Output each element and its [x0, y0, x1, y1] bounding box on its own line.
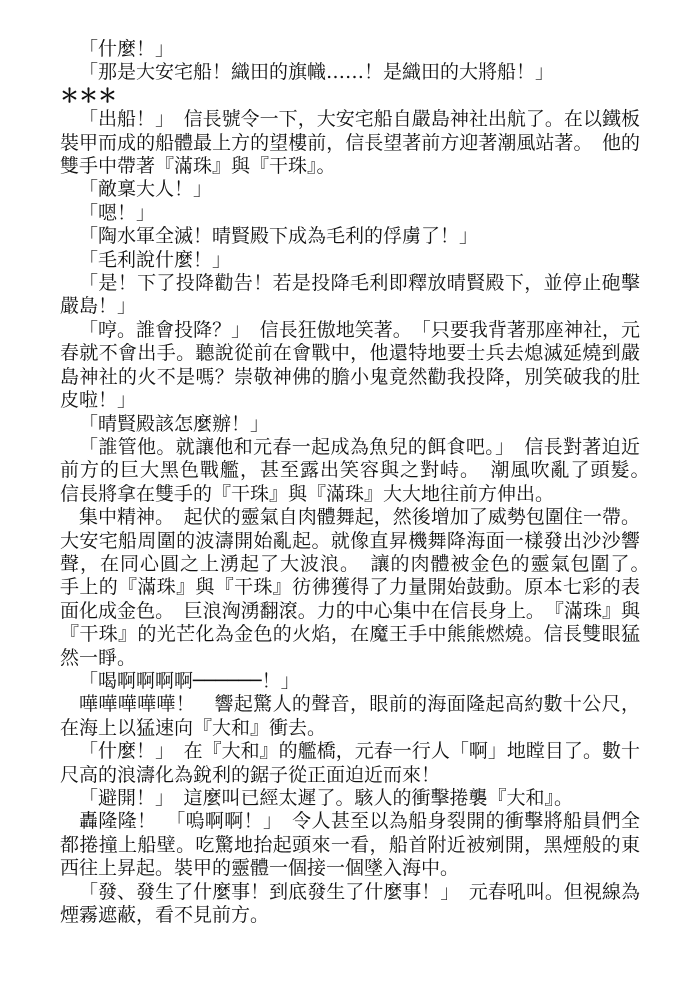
paragraph: 「什麼！」	[79, 38, 175, 60]
paragraph: 「晴賢殿該怎麼辦！」	[79, 412, 270, 435]
paragraph: 「毛利說什麼！」	[79, 248, 232, 271]
document-page	[60, 38, 660, 927]
paragraph: 轟隆隆！ 「嗚啊啊！」 令人甚至以為船身裂開的衝擊將船員們全都捲撞上船壁。吃驚地抬起頭來一看，船首附近被剜開，黑煙般的東西往上昇起。裝甲的靈體一個接一個墜入海中。	[60, 810, 640, 880]
paragraph: 「是！下了投降勸告！若是投降毛利即釋放晴賢殿下，並停止砲擊嚴島！」	[60, 272, 640, 318]
paragraph: 集中精神。 起伏的靈氣自肉體舞起，然後增加了威勢包圍住一帶。大安宅船周圍的波濤開始亂起。就像直昇機舞降海面一樣發出沙沙響聲，在同心圓之上湧起了大波浪。 讓的肉體被金色的靈氣包圍了。 手上的『滿珠』與『干珠』彷彿獲得了力量開始鼓動。原本七彩的表面化成金色。 巨浪洶湧翻滾。力的中心集中在信長身上。 『滿珠』與『干珠』的光芒化為金色的火焰，在魔王手中熊熊燃燒。信長雙眼猛然一睜。	[60, 506, 660, 669]
paragraph: 「發、發生了什麼事！到底發生了什麼事！」 元春吼叫。但視線為煙霧遮蔽，看不見前方。	[60, 880, 640, 927]
section-separator: ＊＊＊	[60, 84, 118, 107]
paragraph: 「敵稟大人！」	[79, 178, 213, 201]
paragraph: 嘩嘩嘩嘩嘩！ 響起驚人的聲音，眼前的海面隆起高約數十公尺，在海上以猛速向『大和』衝去。	[60, 693, 640, 739]
paragraph: 「誰管他。就讓他和元春一起成為魚兒的餌食吧。」 信長對著迫近前方的巨大黑色戰艦，甚至露出笑容與之對峙。 潮風吹亂了頭髮。 信長將拿在雙手的『干珠』與『滿珠』大大地往前方伸出。	[60, 435, 660, 505]
paragraph: 「那是大安宅船！織田的旗幟……！是織田的大將船！」	[79, 61, 555, 84]
paragraph: 「陶水軍全滅！晴賢殿下成為毛利的俘虜了！」	[79, 225, 479, 248]
paragraph: 「什麼！」 在『大和』的艦橋，元春一行人「啊」地瞠目了。數十尺高的浪濤化為銳利的鋸子從正面迫近而來！	[60, 740, 640, 786]
paragraph: 「嗯！」	[79, 201, 156, 224]
paragraph: 「出船！」 信長號令一下，大安宅船自嚴島神社出航了。在以鐵板裝甲而成的船體最上方的望樓前，信長望著前方迎著潮風站著。 他的雙手中帶著『滿珠』與『干珠』。	[60, 108, 640, 178]
paragraph: 「喝啊啊啊啊──────！」	[79, 669, 300, 692]
paragraph: 「哼。誰會投降？」 信長狂傲地笑著。 「只要我背著那座神社，元春就不會出手。聽說從前在會戰中，他還特地要士兵去熄滅延燒到嚴島神社的火不是嗎？崇敬神佛的膽小鬼竟然勸我投降，別笑破我的肚皮啦！」	[60, 318, 640, 412]
paragraph: 「避開！」 這麼叫已經太遲了。駭人的衝擊捲襲『大和』。	[79, 787, 574, 809]
